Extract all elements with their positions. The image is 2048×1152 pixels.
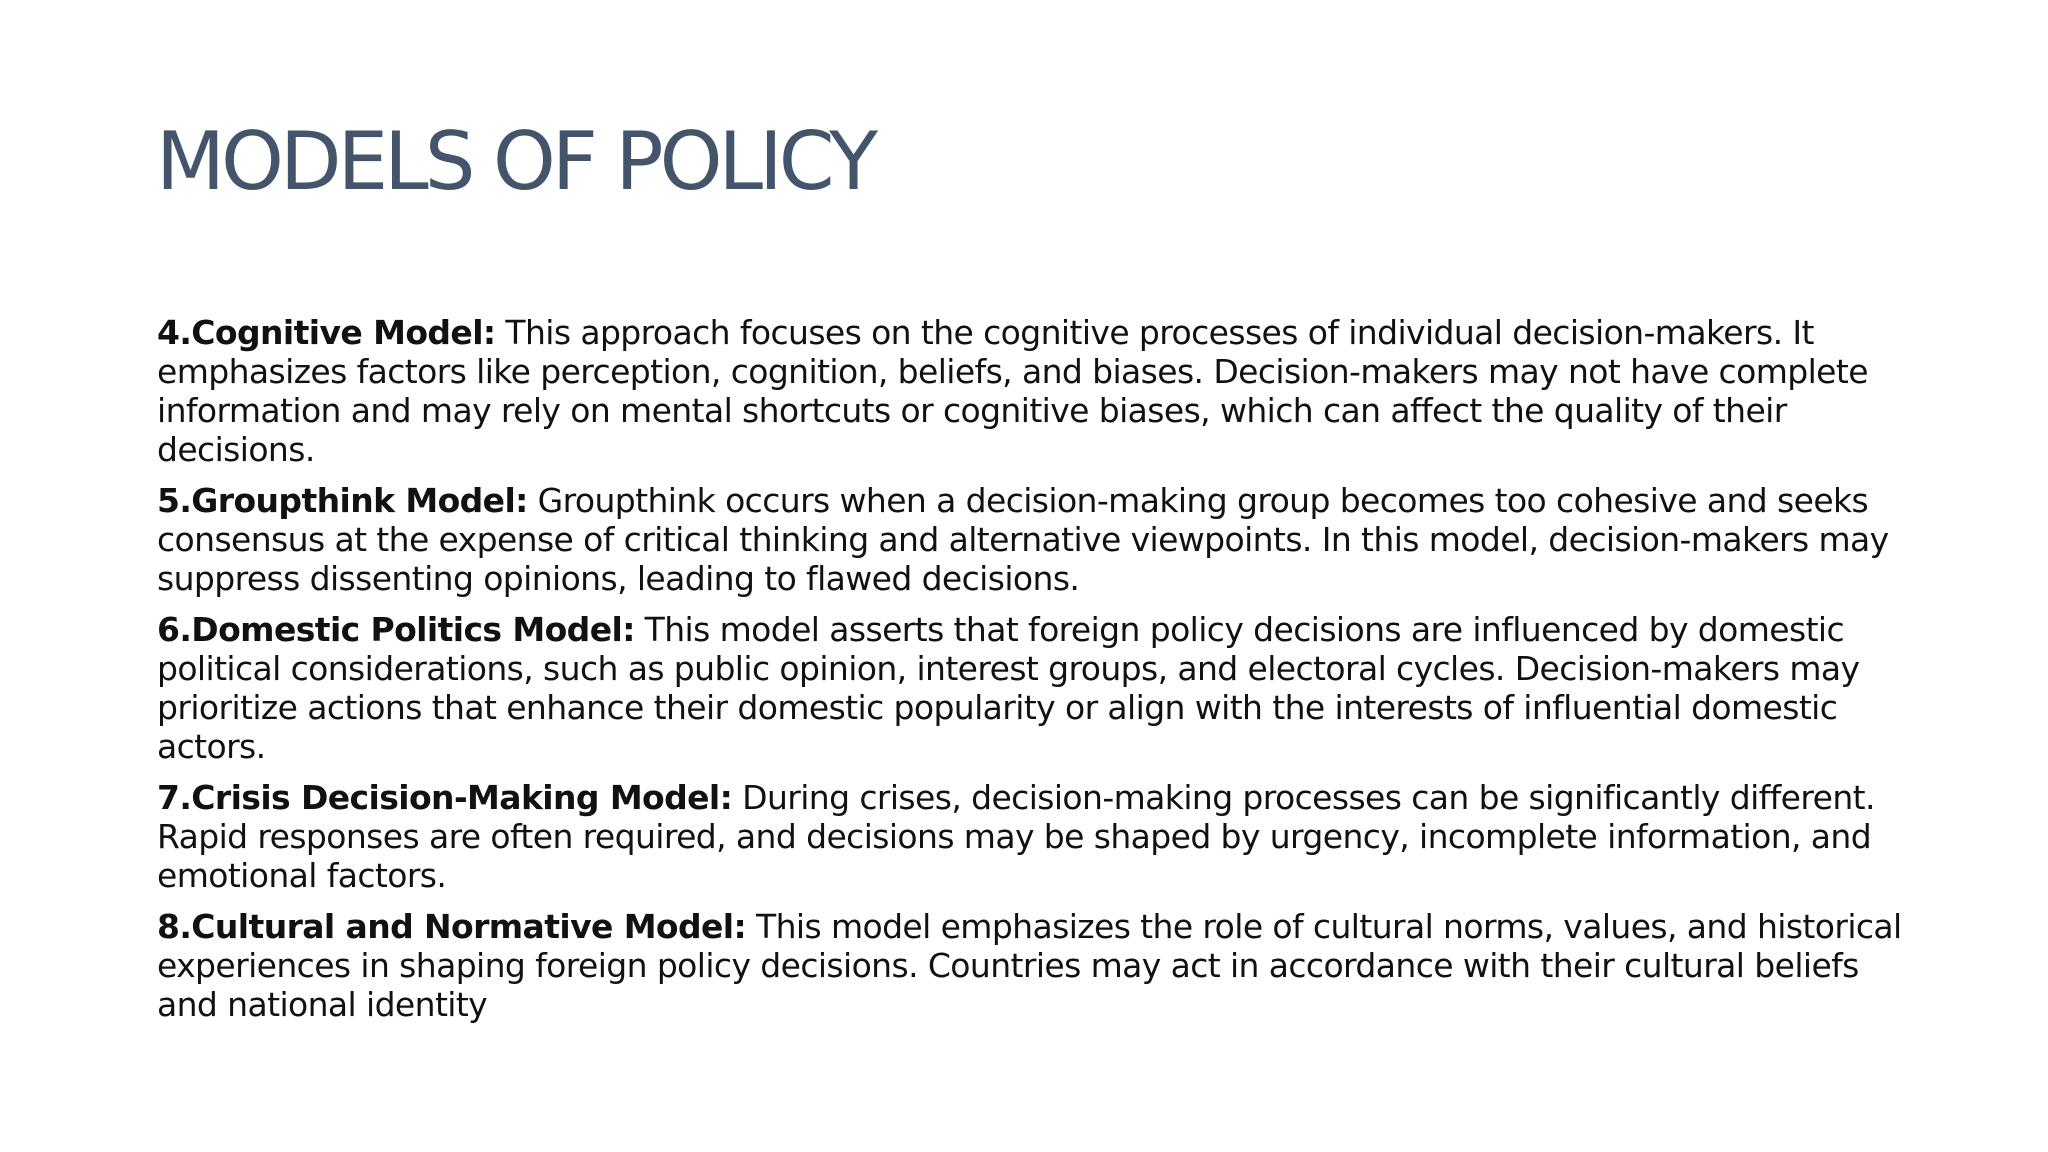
slide-title: MODELS OF POLICY (156, 115, 875, 208)
model-item-cultural-normative (157, 907, 1922, 1024)
model-item-domestic-politics (157, 610, 1922, 766)
model-description: This approach focuses on the cognitive processes of individual decision-makers. It emphasizes factors like perception, cognition, beliefs, and biases. Decision-makers may not have complete information and may rely on mental shortcuts or cognitive biases, which can affect the quality of their decisions. (157, 313, 1868, 469)
model-heading: 4.Cognitive Model: (157, 313, 496, 352)
model-item-cognitive (157, 313, 1922, 469)
slide-body (157, 313, 1922, 1036)
model-description: During crises, decision-making processes can be significantly different. Rapid responses are often required, and decisions may be shaped by urgency, incomplete information, and emotional factors. (157, 778, 1875, 895)
model-heading: 7.Crisis Decision-Making Model: (157, 778, 733, 817)
model-description: This model emphasizes the role of cultural norms, values, and historical experiences in shaping foreign policy decisions. Countries may act in accordance with their cultural beliefs and national identity (157, 907, 1902, 1024)
model-description: This model asserts that foreign policy decisions are influenced by domestic political considerations, such as public opinion, interest groups, and electoral cycles. Decision-makers may prioritize actions that enhance their domestic popularity or align with the interests of influential domestic actors. (157, 610, 1860, 766)
model-heading: 6.Domestic Politics Model: (157, 610, 635, 649)
model-item-crisis-decision-making (157, 778, 1922, 895)
model-heading: 5.Groupthink Model: (157, 481, 528, 520)
model-item-groupthink (157, 481, 1922, 598)
model-description: Groupthink occurs when a decision-making group becomes too cohesive and seeks consensus at the expense of critical thinking and alternative viewpoints. In this model, decision-makers may suppress dissenting opinions, leading to flawed decisions. (157, 481, 1889, 598)
model-heading: 8.Cultural and Normative Model: (157, 907, 747, 946)
